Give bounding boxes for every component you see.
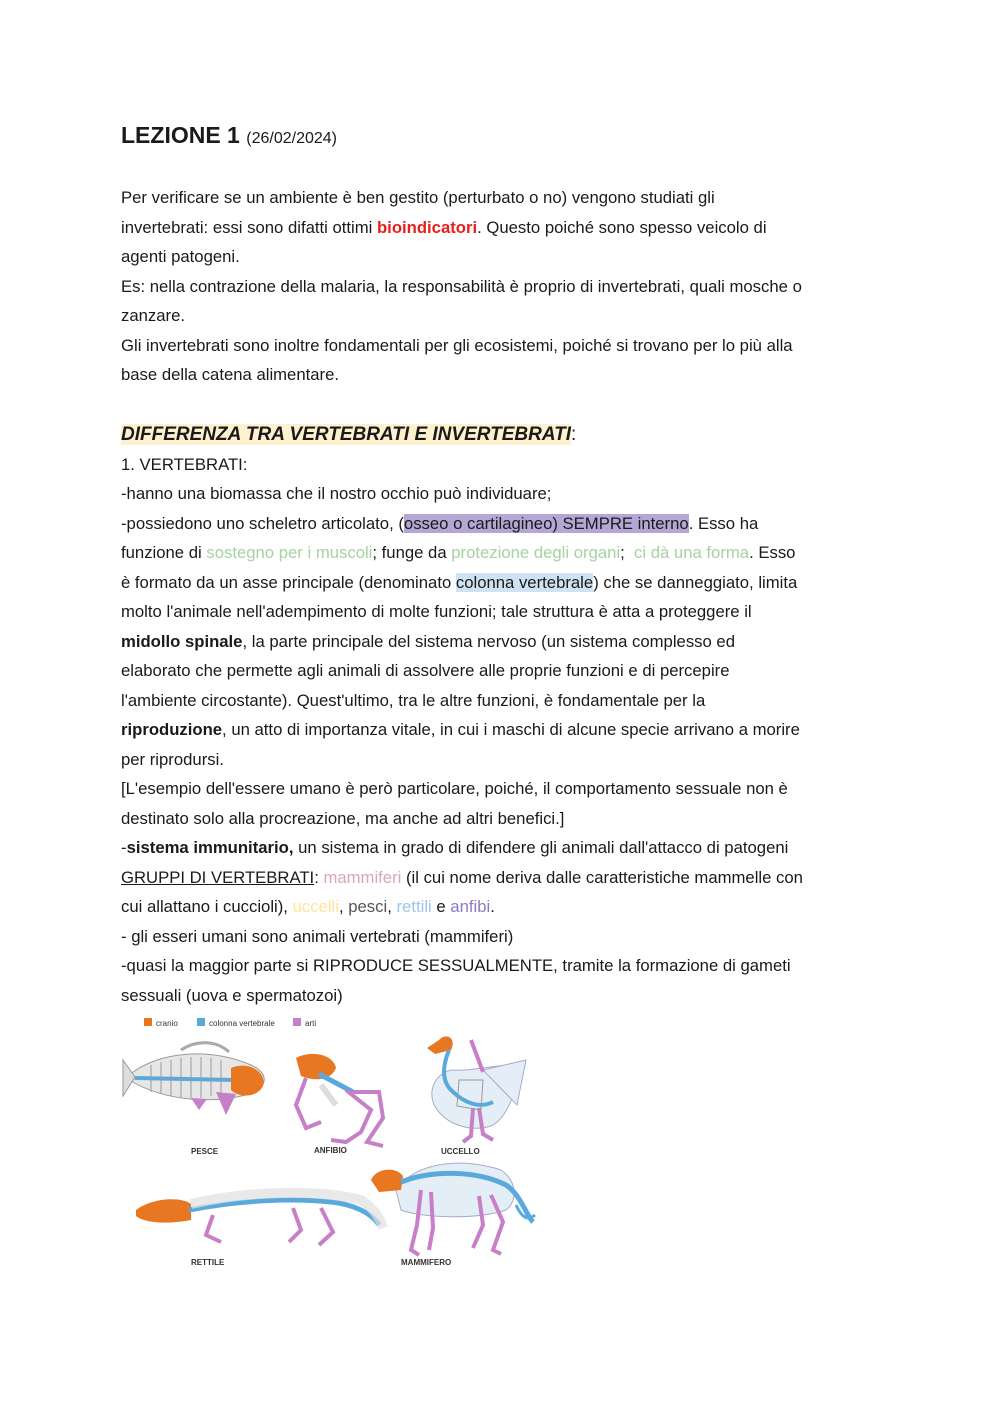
text-line: -quasi la maggior parte si RIPRODUCE SESSUALMENTE, tramite la formazione di gameti <box>121 956 791 975</box>
intro-line: base della catena alimentare. <box>121 365 340 384</box>
document-page <box>121 118 881 1010</box>
text-line: ; funge da <box>372 543 452 562</box>
label-mammifero: MAMMIFERO <box>401 1258 452 1267</box>
legend-swatch-cranio <box>144 1018 152 1026</box>
text-line: ) che se danneggiato, limita <box>593 572 798 592</box>
intro-line: zanzare. <box>121 306 186 325</box>
intro-line: invertebrati: essi sono difatti ottimi <box>121 217 377 237</box>
colored-mammiferi: mammiferi <box>323 867 402 887</box>
text-line: - gli esseri umani sono animali vertebrati (mammiferi) <box>121 926 514 946</box>
text-line: , <box>338 897 349 916</box>
reptile-skeleton <box>136 1193 383 1245</box>
intro-line: Gli invertebrati sono inoltre fondamentali per gli ecosistemi, poiché si trovano per lo più alla <box>121 335 793 355</box>
figure-legend <box>144 1018 316 1028</box>
legend-swatch-colonna <box>197 1018 205 1026</box>
text-line: , la parte principale del sistema nervoso (un sistema complesso ed <box>242 631 735 651</box>
text-line: [L'esempio dell'essere umano è però particolare, poiché, il comportamento sessuale non è <box>121 779 788 798</box>
underlined-gruppi: GRUPPI DI VERTEBRATI <box>121 867 315 887</box>
colored-sostegno: sostegno per i muscoli <box>206 543 373 562</box>
colored-forma: ci dà una forma <box>634 543 750 562</box>
text-line: destinato solo alla procreazione, ma anche ad altri benefici.] <box>121 808 565 828</box>
colored-protezione: protezione degli organi <box>451 543 621 562</box>
page-title <box>121 118 881 156</box>
text-line: , un atto di importanza vitale, in cui i maschi di alcune specie arrivano a morire <box>222 720 800 739</box>
legend-label-colonna: colonna vertebrale <box>209 1019 275 1028</box>
text-line: -possiedono uno scheletro articolato, ( <box>121 513 404 533</box>
skeleton-illustration <box>121 1010 541 1275</box>
text-line: : <box>314 867 324 887</box>
keyword-bioindicatori: bioindicatori <box>376 217 478 237</box>
text-line: e <box>431 897 451 916</box>
bird-skeleton <box>427 1036 526 1142</box>
legend-swatch-arti <box>293 1018 301 1026</box>
text-line: . <box>490 897 495 916</box>
bold-midollo: midollo spinale <box>121 631 243 651</box>
colored-rettili: rettili <box>396 897 432 916</box>
legend-label-cranio: cranio <box>156 1019 178 1028</box>
legend-label-arti: arti <box>305 1019 317 1028</box>
title-text: LEZIONE 1 <box>121 122 240 148</box>
text-line: . Esso ha <box>688 513 759 533</box>
colored-uccelli: uccelli <box>292 897 339 916</box>
skeleton-figure <box>121 1010 541 1275</box>
intro-line: Es: nella contrazione della malaria, la responsabilità è proprio di invertebrati, quali mosche o <box>121 276 802 296</box>
heading-colon: : <box>571 423 577 445</box>
bold-sistema-immunitario: sistema immunitario, <box>126 838 294 857</box>
text-line: l'ambiente circostante). Quest'ultimo, tra le altre funzioni, è fondamentale per la <box>121 690 706 710</box>
label-anfibio: ANFIBIO <box>314 1146 347 1155</box>
title-date: (26/02/2024) <box>246 130 337 147</box>
intro-paragraph <box>121 183 881 390</box>
intro-line: agenti patogeni. <box>121 247 240 266</box>
frog-skeleton <box>296 1054 383 1146</box>
text-line: cui allattano i cuccioli), <box>121 897 293 916</box>
list-item-title: 1. VERTEBRATI: <box>121 454 248 474</box>
intro-line: . Questo poiché sono spesso veicolo di <box>477 217 767 237</box>
highlight-scheletro: osseo o cartilagineo) SEMPRE interno <box>403 513 689 533</box>
section-heading-text: DIFFERENZA TRA VERTEBRATI E INVERTEBRATI <box>121 423 572 445</box>
label-pesce: PESCE <box>191 1147 219 1156</box>
highlight-colonna: colonna vertebrale <box>455 572 594 592</box>
bold-riproduzione: riproduzione <box>121 720 223 739</box>
text-line: - <box>121 838 127 857</box>
text-line: è formato da un asse principale (denominato <box>121 572 456 592</box>
label-rettile: RETTILE <box>191 1258 225 1267</box>
text-line: un sistema in grado di difendere gli animali dall'attacco di patogeni <box>293 838 789 857</box>
text-line: funzione di <box>121 543 207 562</box>
mammal-skeleton <box>371 1163 535 1255</box>
fish-skeleton <box>123 1043 264 1115</box>
text-line: sessuali (uova e spermatozoi) <box>121 985 343 1005</box>
text-line: molto l'animale nell'adempimento di molte funzioni; tale struttura è atta a proteggere il <box>121 602 752 621</box>
text-line: (il cui nome deriva dalle caratteristiche mammelle con <box>401 867 803 887</box>
text-line: elaborato che permette agli animali di assolvere alle proprie funzioni e di percepire <box>121 661 730 680</box>
section-vertebrati <box>121 420 881 1011</box>
text-line: . Esso <box>749 543 796 562</box>
text-line: -hanno una biomassa che il nostro occhio può individuare; <box>121 484 552 503</box>
colored-anfibi: anfibi <box>450 897 491 916</box>
colored-pesci: pesci <box>348 897 388 916</box>
intro-line: Per verificare se un ambiente è ben gestito (perturbato o no) vengono studiati gli <box>121 188 715 207</box>
label-uccello: UCCELLO <box>441 1147 480 1156</box>
section-heading <box>121 420 881 450</box>
text-line: ; <box>620 543 635 562</box>
text-line: , <box>387 897 397 916</box>
text-line: per riprodursi. <box>121 749 224 769</box>
